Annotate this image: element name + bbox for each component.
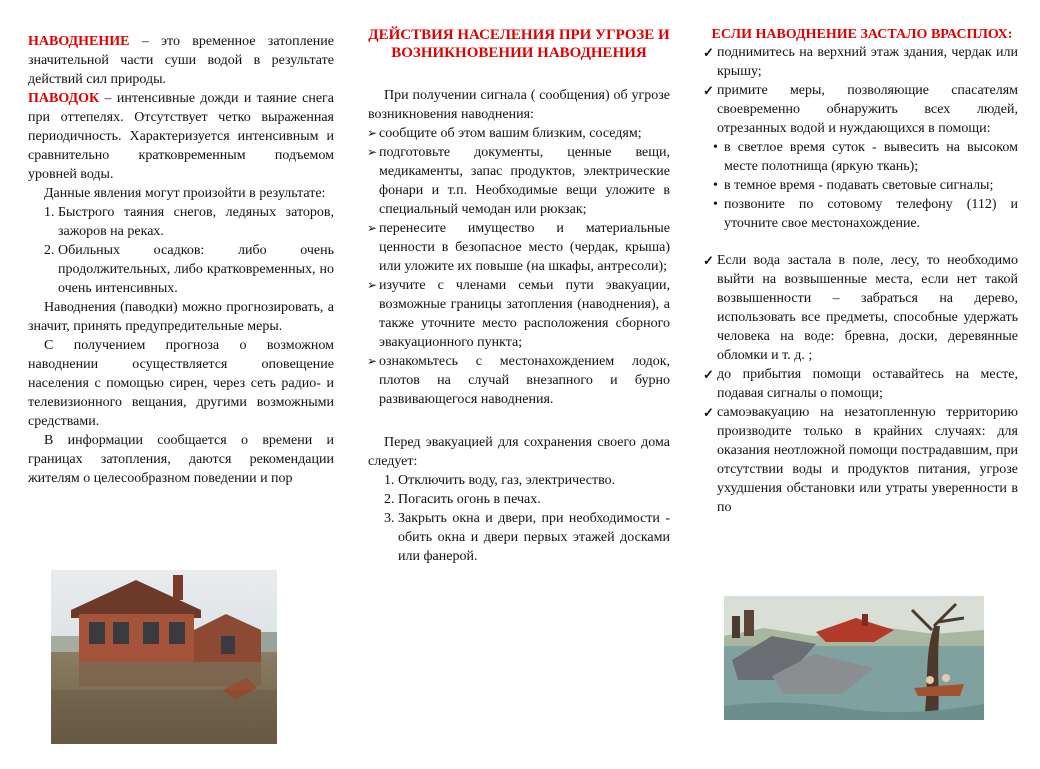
list-item: ➢ перенесите имущество и материальные ценности в безопасное место (чердак, крыша) или уложите их повыше (на шкафы, антресоли); (368, 219, 670, 276)
list-item: • в темное время - подавать световые сигналы; (706, 176, 1018, 195)
actions-title: ДЕЙСТВИЯ НАСЕЛЕНИЯ ПРИ УГРОЗЕ И ВОЗНИКНОВЕНИИ НАВОДНЕНИЯ (368, 27, 670, 61)
list-item: ✓ до прибытия помощи оставайтесь на месте, подавая сигналы о помощи; (706, 365, 1018, 403)
list-item: ✓ Если вода застала в поле, лесу, то необходимо выйти на возвышенные места, если нет такой возвышенности – забраться на дерево, использовать все предметы, способные удержать человека на воде: бревна, доски, деревянные обломки и т. д. ; (706, 251, 1018, 365)
urgent-actions-list (706, 43, 1018, 138)
term-flood: НАВОДНЕНИЕ (28, 34, 130, 49)
signal-methods-list (706, 138, 1018, 233)
list-item: 1. Быстрого таяния снегов, ледяных заторов, зажоров на реках. (58, 203, 334, 241)
list-item: ✓ самоэвакуацию на незатопленную территорию производите только в крайних случаях: для оказания неотложной помощи пострадавшим, при отсутствии воды и продуктов питания, угрозе ухудшения обстановки или утраты уверенности в по (706, 403, 1018, 517)
list-item: ➢ изучите с членами семьи пути эвакуации, возможные границы затопления (наводнения), а также уточните место расположения сборного эвакуационного пункта; (368, 276, 670, 352)
flooded-house-photo (51, 570, 277, 744)
list-item: 1. Отключить воду, газ, электричество. (398, 471, 670, 490)
definition-flood-text: – это временное затопление значительной части суши водой в результате действий сил природы. (28, 34, 334, 87)
list-item: • позвоните по сотовому телефону (112) и уточните свое местонахождение. (706, 195, 1018, 233)
signal-intro: При получении сигнала ( сообщения) об угрозе возникновения наводнения: (368, 88, 670, 122)
list-item: 2. Обильных осадков: либо очень продолжительных, либо кратковременных, но очень интенсивных. (58, 241, 334, 298)
flood-illustration (724, 596, 984, 720)
info-paragraph: В информации сообщается о времени и границах затопления, даются рекомендации жителям о целесообразном поведении и пор (28, 433, 334, 486)
list-item: 2. Погасить огонь в печах. (398, 490, 670, 509)
causes-list (28, 203, 334, 298)
caught-off-guard-title: ЕСЛИ НАВОДНЕНИЕ ЗАСТАЛО ВРАСПЛОХ: (711, 27, 1013, 42)
list-item: ✓ примите меры, позволяющие спасателям своевременно обнаружить всех людей, отрезанных водой и нуждающихся в помощи: (706, 81, 1018, 138)
actions-list (368, 124, 670, 409)
evacuation-list (368, 471, 670, 566)
causes-intro: Данные явления могут произойти в результате: (44, 186, 326, 201)
column-middle (368, 0, 670, 769)
definition-freshet (28, 89, 334, 184)
list-item: ➢ сообщите об этом вашим близким, соседям; (368, 124, 670, 143)
list-item: ➢ ознакомьтесь с местонахождением лодок, плотов на случай внезапного и бурно развивающегося наводнения. (368, 352, 670, 409)
evacuation-intro: Перед эвакуацией для сохранения своего дома следует: (368, 435, 670, 469)
outdoor-actions-list (706, 251, 1018, 517)
definition-freshet-text: – интенсивные дожди и таяние снега при оттепелях. Отсутствует четко выраженная периодичность. Характеризуется интенсивным и сравнительно кратковременным подъемом уровней воды. (28, 91, 334, 182)
warning-paragraph: С получением прогноза о возможном наводнении осуществляется оповещение населения с помощью сирен, через сеть радио- и телевизионного вещания, другими возможными средствами. (28, 338, 334, 429)
forecast-paragraph: Наводнения (паводки) можно прогнозировать, а значит, принять предупредительные меры. (28, 300, 334, 334)
list-item: ✓ поднимитесь на верхний этаж здания, чердак или крышу; (706, 43, 1018, 81)
list-item: • в светлое время суток - вывесить на высоком месте полотнища (яркую ткань); (706, 138, 1018, 176)
definition-flood (28, 32, 334, 89)
term-freshet: ПАВОДОК (28, 91, 100, 106)
list-item: 3. Закрыть окна и двери, при необходимости - обить окна и двери первых этажей досками или фанерой. (398, 509, 670, 566)
list-item: ➢ подготовьте документы, ценные вещи, медикаменты, запас продуктов, электрические фонари и т.п. Необходимые вещи уложите в специальный чемодан или рюкзак; (368, 143, 670, 219)
